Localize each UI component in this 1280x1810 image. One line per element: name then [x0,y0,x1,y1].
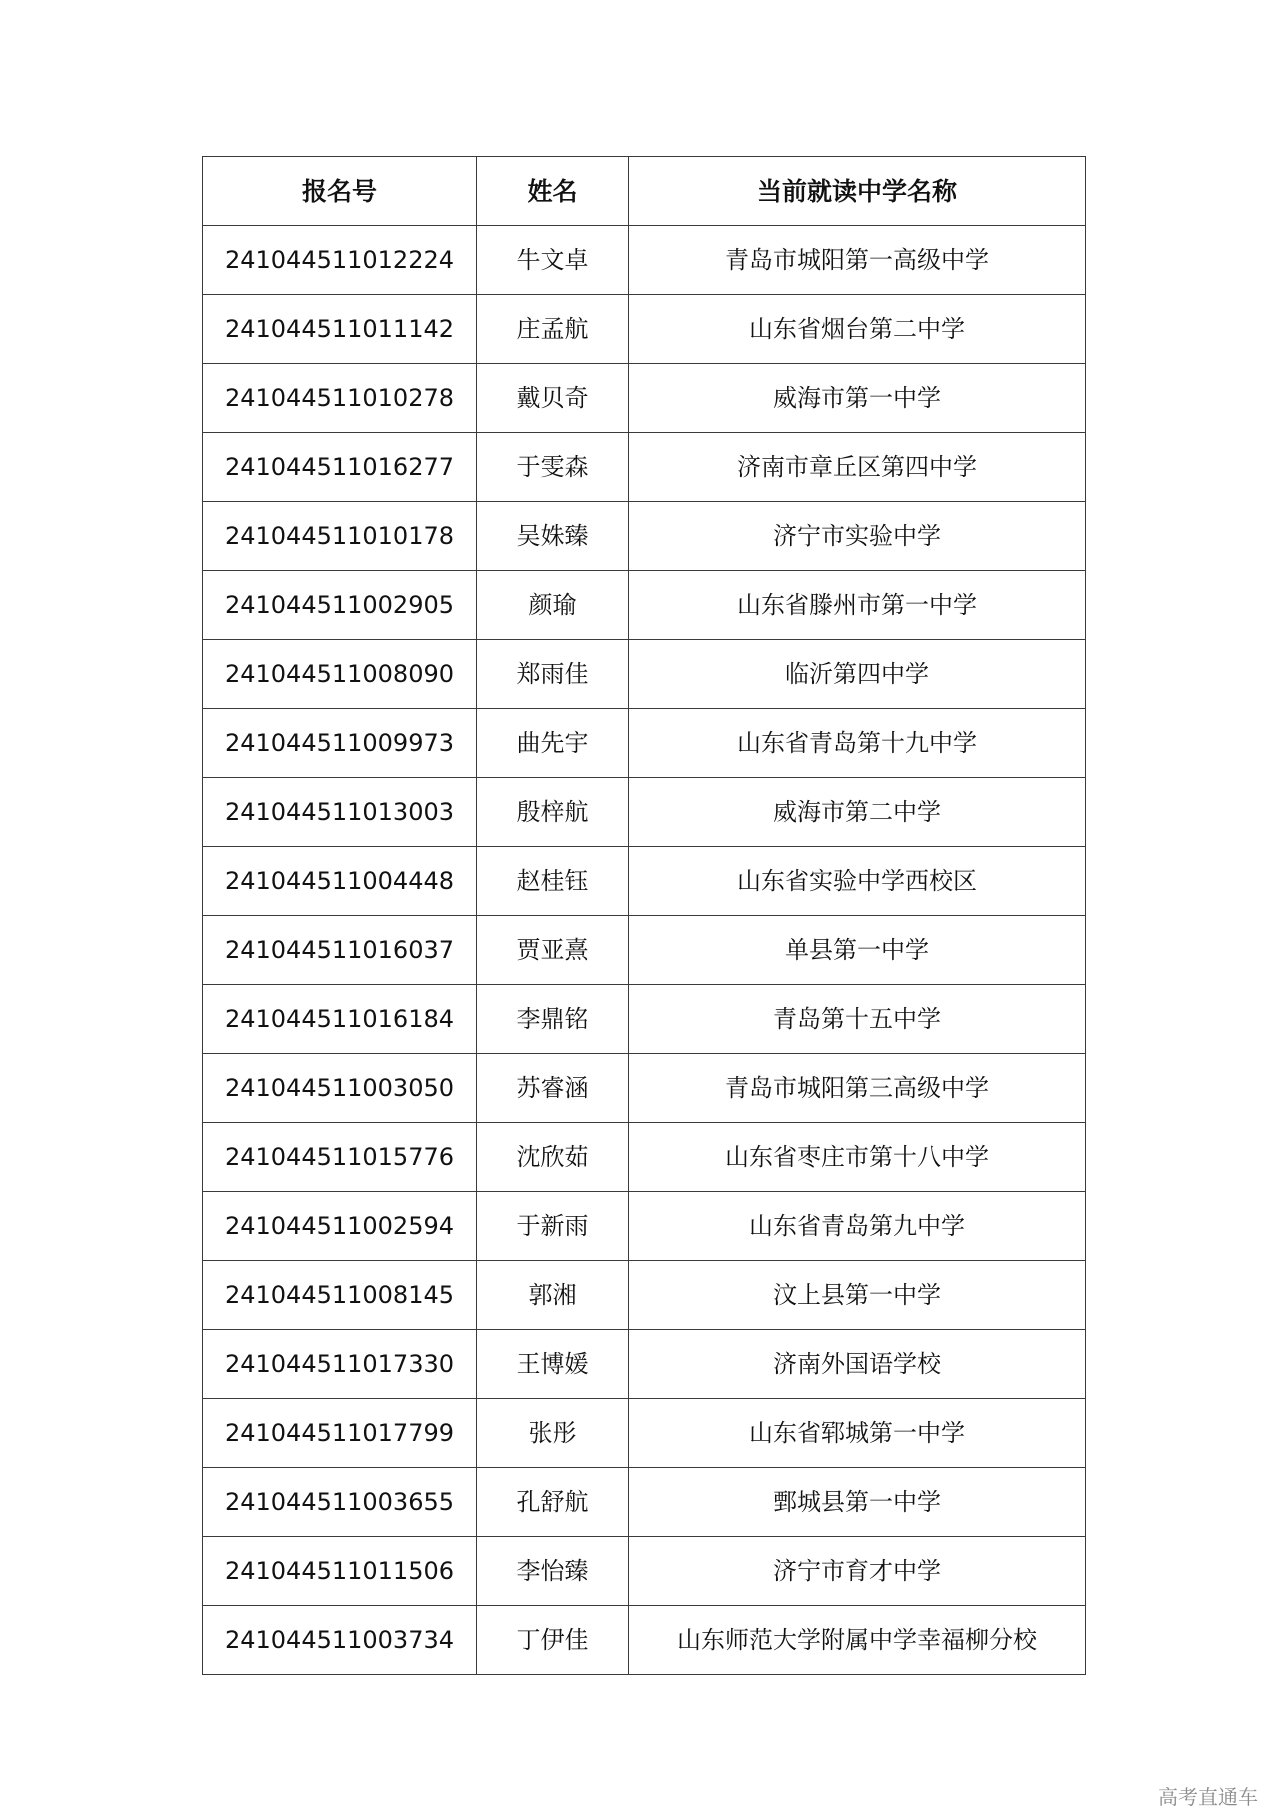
watermark-text: 高考直通车 [1158,1785,1258,1809]
header-registration-number: 报名号 [203,157,477,226]
student-name-cell: 郭湘 [477,1261,629,1330]
school-name-cell: 山东省青岛第九中学 [629,1192,1086,1261]
table-row [203,778,1086,847]
school-name-cell: 青岛第十五中学 [629,985,1086,1054]
student-name-cell: 吴姝臻 [477,502,629,571]
student-name-cell: 于雯森 [477,433,629,502]
registration-number-cell: 241044511010178 [203,502,477,571]
school-name-cell: 济南市章丘区第四中学 [629,433,1086,502]
school-name-cell: 临沂第四中学 [629,640,1086,709]
registration-number-cell: 241044511010278 [203,364,477,433]
registration-number-cell: 241044511015776 [203,1123,477,1192]
school-name-cell: 山东省实验中学西校区 [629,847,1086,916]
registration-number-cell: 241044511012224 [203,226,477,295]
student-name-cell: 王博媛 [477,1330,629,1399]
table-row [203,847,1086,916]
school-name-cell: 威海市第二中学 [629,778,1086,847]
table-row [203,502,1086,571]
admission-roster-table [202,156,1086,1675]
school-name-cell: 济宁市实验中学 [629,502,1086,571]
registration-number-cell: 241044511013003 [203,778,477,847]
student-name-cell: 颜瑜 [477,571,629,640]
registration-number-cell: 241044511002905 [203,571,477,640]
table-row [203,364,1086,433]
student-name-cell: 孔舒航 [477,1468,629,1537]
registration-number-cell: 241044511009973 [203,709,477,778]
school-name-cell: 济南外国语学校 [629,1330,1086,1399]
registration-number-cell: 241044511011142 [203,295,477,364]
registration-number-cell: 241044511003050 [203,1054,477,1123]
table-row [203,1330,1086,1399]
registration-number-cell: 241044511016277 [203,433,477,502]
student-name-cell: 牛文卓 [477,226,629,295]
registration-number-cell: 241044511008090 [203,640,477,709]
header-name: 姓名 [477,157,629,226]
school-name-cell: 汶上县第一中学 [629,1261,1086,1330]
student-name-cell: 曲先宇 [477,709,629,778]
student-name-cell: 庄孟航 [477,295,629,364]
student-name-cell: 赵桂钰 [477,847,629,916]
student-name-cell: 郑雨佳 [477,640,629,709]
school-name-cell: 山东省郓城第一中学 [629,1399,1086,1468]
table-row [203,1054,1086,1123]
registration-number-cell: 241044511016037 [203,916,477,985]
school-name-cell: 山东省青岛第十九中学 [629,709,1086,778]
registration-number-cell: 241044511003734 [203,1606,477,1675]
student-name-cell: 李鼎铭 [477,985,629,1054]
student-name-cell: 殷梓航 [477,778,629,847]
registration-number-cell: 241044511017799 [203,1399,477,1468]
table-row [203,1468,1086,1537]
table-row [203,571,1086,640]
header-school-name: 当前就读中学名称 [629,157,1086,226]
student-name-cell: 丁伊佳 [477,1606,629,1675]
school-name-cell: 单县第一中学 [629,916,1086,985]
school-name-cell: 山东省滕州市第一中学 [629,571,1086,640]
student-name-cell: 于新雨 [477,1192,629,1261]
table-row [203,916,1086,985]
table-row [203,709,1086,778]
student-name-cell: 李怡臻 [477,1537,629,1606]
table-row [203,1192,1086,1261]
school-name-cell: 山东省烟台第二中学 [629,295,1086,364]
registration-number-cell: 241044511008145 [203,1261,477,1330]
school-name-cell: 山东省枣庄市第十八中学 [629,1123,1086,1192]
registration-number-cell: 241044511017330 [203,1330,477,1399]
registration-number-cell: 241044511011506 [203,1537,477,1606]
student-name-cell: 沈欣茹 [477,1123,629,1192]
table-row [203,1399,1086,1468]
table-row [203,640,1086,709]
registration-number-cell: 241044511002594 [203,1192,477,1261]
student-name-cell: 张彤 [477,1399,629,1468]
table-row [203,1537,1086,1606]
school-name-cell: 济宁市育才中学 [629,1537,1086,1606]
school-name-cell: 威海市第一中学 [629,364,1086,433]
student-name-cell: 贾亚熹 [477,916,629,985]
table-row [203,985,1086,1054]
table-body [203,226,1086,1675]
school-name-cell: 青岛市城阳第一高级中学 [629,226,1086,295]
school-name-cell: 鄄城县第一中学 [629,1468,1086,1537]
student-name-cell: 苏睿涵 [477,1054,629,1123]
table-row [203,1606,1086,1675]
table-row [203,1261,1086,1330]
registration-number-cell: 241044511003655 [203,1468,477,1537]
table-row [203,295,1086,364]
student-name-cell: 戴贝奇 [477,364,629,433]
table-row [203,433,1086,502]
school-name-cell: 山东师范大学附属中学幸福柳分校 [629,1606,1086,1675]
table-row [203,226,1086,295]
table-row [203,1123,1086,1192]
school-name-cell: 青岛市城阳第三高级中学 [629,1054,1086,1123]
registration-number-cell: 241044511004448 [203,847,477,916]
registration-number-cell: 241044511016184 [203,985,477,1054]
table-header-row [203,157,1086,226]
